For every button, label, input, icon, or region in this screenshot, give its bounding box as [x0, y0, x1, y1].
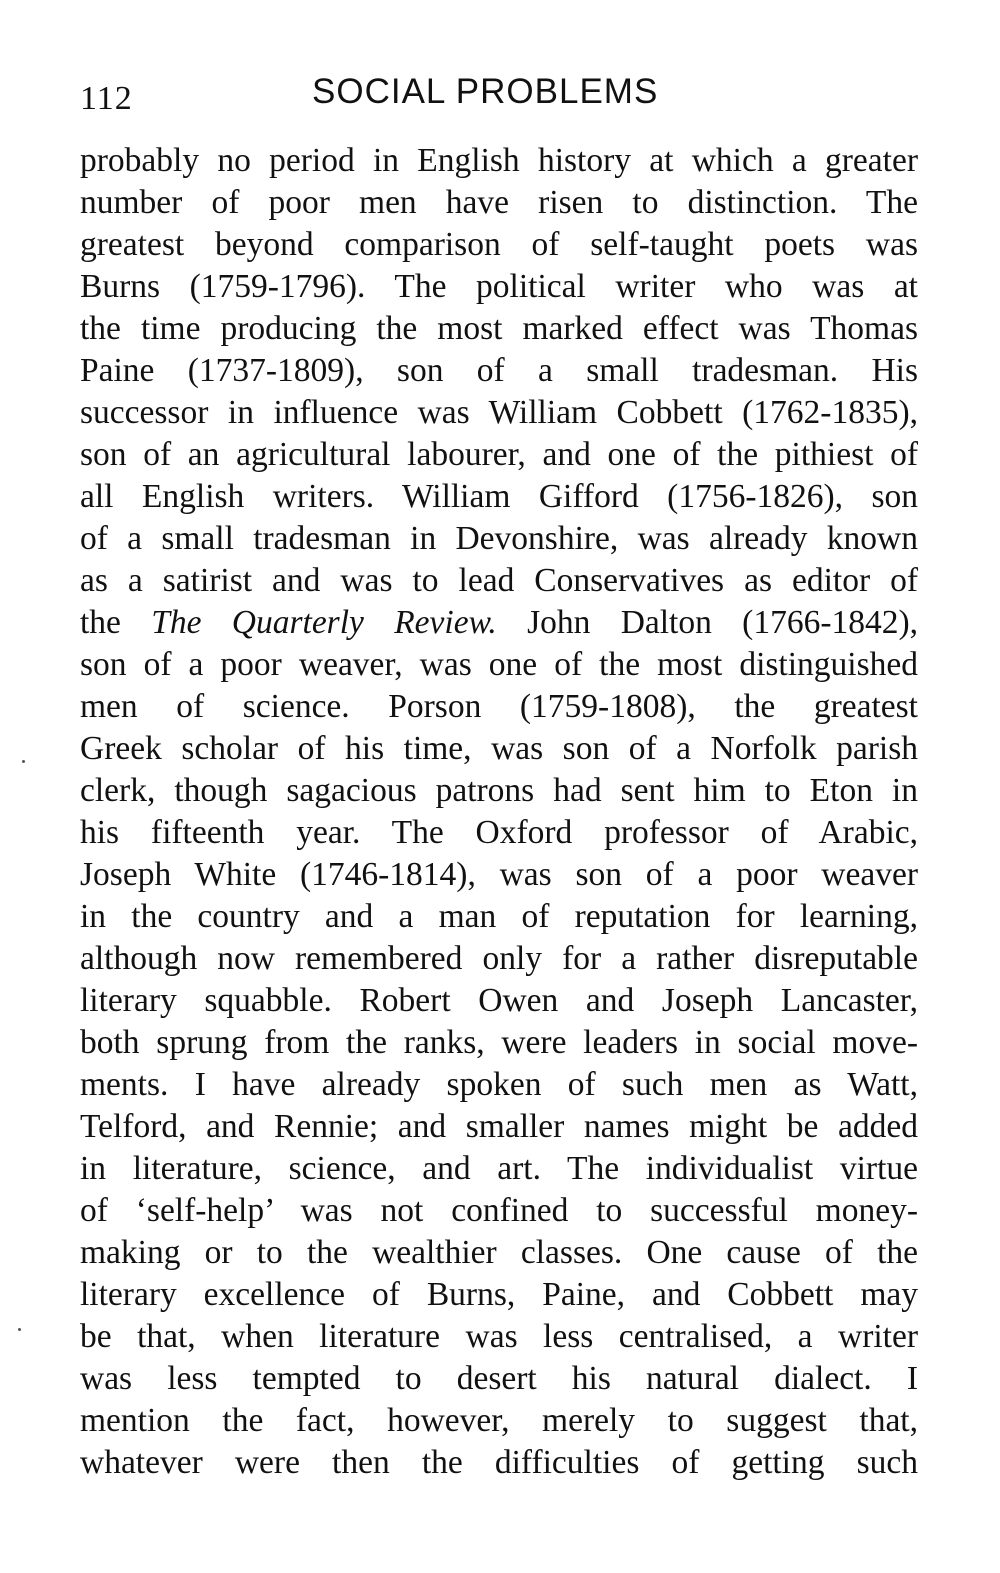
text-line: was less tempted to desert his natural dialect. I	[80, 1360, 918, 1397]
periodical-title: The Quarterly Review.	[151, 604, 497, 641]
text-line: literary squabble. Robert Owen and Joseph Lancaster,	[80, 982, 918, 1019]
text-line: of a small tradesman in Devonshire, was already known	[80, 520, 918, 557]
text-line: as a satirist and was to lead Conservatives as editor of	[80, 562, 918, 599]
text-line: greatest beyond comparison of self-taught poets was	[80, 226, 918, 263]
text-line: be that, when literature was less centralised, a writer	[80, 1318, 918, 1355]
text-line: all English writers. William Gifford (1756-1826), son	[80, 478, 918, 515]
scan-speck	[22, 760, 25, 763]
text-line: number of poor men have risen to distinction. The	[80, 184, 918, 221]
text-line: son of an agricultural labourer, and one of the pithiest of	[80, 436, 918, 473]
text-line: of ‘self-help’ was not confined to successful money-	[80, 1192, 918, 1229]
text-line: in literature, science, and art. The individualist virtue	[80, 1150, 918, 1187]
text-line: literary excellence of Burns, Paine, and Cobbett may	[80, 1276, 918, 1313]
text-line: son of a poor weaver, was one of the most distinguished	[80, 646, 918, 683]
text-line: Joseph White (1746-1814), was son of a poor weaver	[80, 856, 918, 893]
text-line: men of science. Porson (1759-1808), the greatest	[80, 688, 918, 725]
text-line: making or to the wealthier classes. One cause of the	[80, 1234, 918, 1271]
text-line: Burns (1759-1796). The political writer who was at	[80, 268, 918, 305]
line-prefix: the	[80, 604, 152, 641]
running-head	[0, 72, 1000, 122]
text-line: Telford, and Rennie; and smaller names might be added	[80, 1108, 918, 1145]
text-line: the time producing the most marked effect was Thomas	[80, 310, 918, 347]
text-line: probably no period in English history at which a greater	[80, 142, 918, 179]
text-line: Paine (1737-1809), son of a small tradesman. His	[80, 352, 918, 389]
text-line: Greek scholar of his time, was son of a Norfolk parish	[80, 730, 918, 767]
scan-speck	[18, 1328, 21, 1331]
text-line: ments. I have already spoken of such men as Watt,	[80, 1066, 918, 1103]
text-line: both sprung from the ranks, were leaders in social move-	[80, 1024, 918, 1061]
body-text	[80, 140, 918, 1484]
text-line: clerk, though sagacious patrons had sent him to Eton in	[80, 772, 918, 809]
text-line: his fifteenth year. The Oxford professor of Arabic,	[80, 814, 918, 851]
line-suffix: John Dalton (1766-1842),	[496, 604, 919, 641]
text-line: in the country and a man of reputation for learning,	[80, 898, 918, 935]
page-number: 112	[80, 80, 133, 117]
text-line: whatever were then the difficulties of getting such	[80, 1444, 918, 1481]
running-title: SOCIAL PROBLEMS	[312, 72, 659, 111]
text-line: mention the fact, however, merely to suggest that,	[80, 1402, 918, 1439]
text-line: successor in influence was William Cobbett (1762-1835),	[80, 394, 918, 431]
text-line-with-title	[80, 602, 918, 644]
text-line: although now remembered only for a rather disreputable	[80, 940, 918, 977]
